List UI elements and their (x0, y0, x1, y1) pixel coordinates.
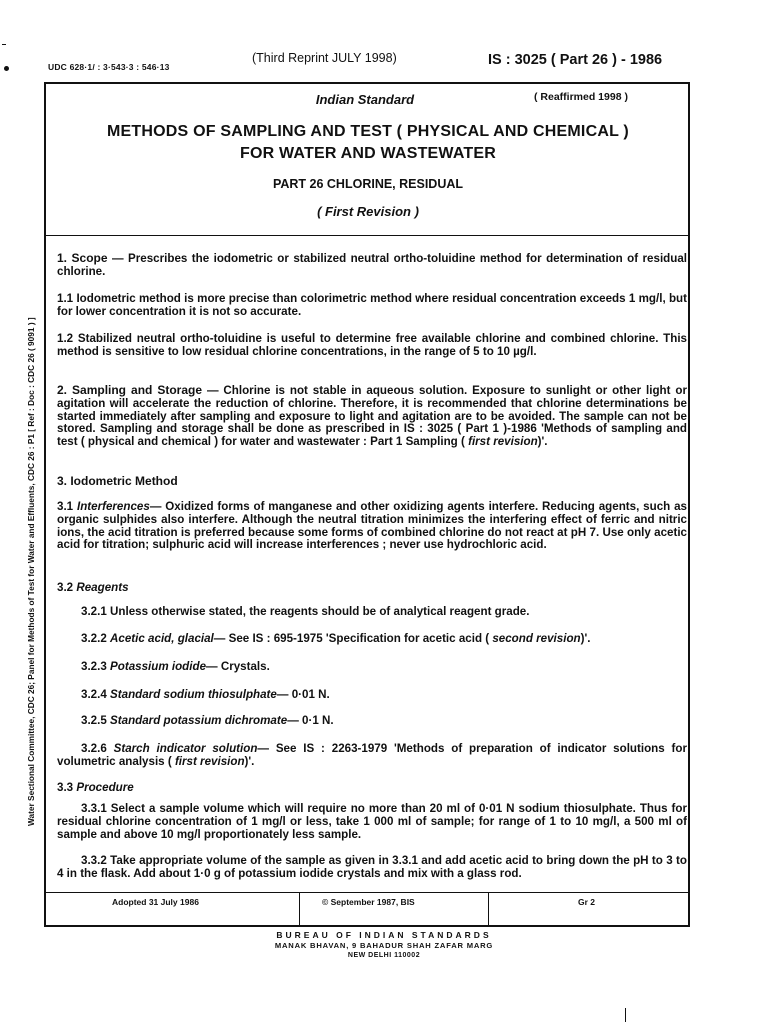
para-3-3-1 (57, 803, 687, 841)
section-number: 3.1 (57, 500, 74, 513)
scan-speck (625, 1008, 626, 1022)
para-3-3 (57, 782, 687, 795)
para-label: Acetic acid, glacial (110, 632, 214, 645)
para-3-2-1 (81, 606, 687, 619)
udc-code: UDC 628·1/ : 3·543·3 : 546·13 (48, 62, 170, 72)
section-number: 1.2 (57, 332, 74, 345)
para-text: — Chlorine is not stable in aqueous solution. Exposure to sunlight or other light or agitation will accelerate the reduction of chlorine. Therefore, it is recommended that chlorine determinations be started immediately after sampling and exposure to light and agitation are to be avoided. The sample can not be stored. Sampling and storage shall be done as prescribed in IS : 3025 ( Part 1 )-1986 'Methods of sampling and test ( physical and chemical ) for water and wastewater : Part 1 Sampling ( (57, 384, 687, 449)
para-3-2-2 (81, 633, 687, 646)
scan-speck (4, 66, 9, 71)
para-italic: first revision (174, 754, 245, 768)
section-number: 3.2.1 (81, 605, 107, 618)
section-number: 1. Scope (57, 251, 108, 265)
para-3-1 (57, 501, 687, 552)
para-label: Procedure (76, 781, 134, 794)
revision-label: ( First Revision ) (317, 204, 419, 219)
para-sampling-storage (57, 384, 687, 449)
section-number: 3.2.2 (81, 632, 107, 645)
section-number: 2. Sampling and Storage (57, 383, 203, 397)
para-text: Stabilized neutral ortho-toluidine is useful to determine free available chlorine and combined chlorine. This method is sensitive to low residual chlorine concentrations, in the range of 5 to 10 µg/l. (57, 332, 687, 358)
title-line-1: METHODS OF SAMPLING AND TEST ( PHYSICAL AND CHEMICAL ) (107, 123, 629, 140)
para-text: )'. (580, 632, 591, 645)
section-number: 3.3 (57, 781, 74, 794)
part-title: PART 26 CHLORINE, RESIDUAL (272, 177, 464, 191)
para-1-1 (57, 293, 687, 319)
reaffirmed-note: ( Reaffirmed 1998 ) (534, 91, 628, 103)
price-group: Gr 2 (578, 897, 596, 907)
para-label: Reagents (76, 581, 129, 594)
para-label: Interferences (76, 500, 150, 513)
section-number: 3.2.4 (81, 688, 107, 701)
header-divider (44, 235, 690, 236)
para-text: )'. (537, 435, 548, 449)
para-3-3-2 (57, 855, 687, 881)
para-text: — Prescribes the iodometric or stabilized neutral ortho-toluidine method for determination of residual chlorine. (57, 252, 687, 278)
section-number: 3.2.3 (81, 660, 107, 673)
para-label: Standard potassium dichromate (110, 714, 288, 727)
para-3-2-6 (57, 743, 687, 769)
section-number: 3.2.6 (81, 742, 107, 755)
side-committee-note: Water Sectional Committee, CDC 26; Panel for Methods of Test for Water and Effluents, CDC 26 : P1 [ Ref : Doc : CDC 26 ( 9091 ) ] (26, 317, 36, 826)
para-text: Unless otherwise stated, the reagents should be of analytical reagent grade. (110, 605, 530, 618)
para-scope (57, 252, 687, 279)
section-number: 3.3.2 (81, 854, 107, 867)
section-number: 1.1 (57, 292, 74, 305)
para-label: Standard sodium thiosulphate (110, 688, 277, 701)
para-text: — 0·1 N. (287, 714, 334, 727)
para-text: — 0·01 N. (276, 688, 330, 701)
para-3-2-4 (81, 689, 687, 702)
para-1-2 (57, 333, 687, 359)
section-number: 3.2.5 (81, 714, 107, 727)
copyright-notice: © September 1987, BIS (322, 897, 415, 907)
document-title (48, 121, 688, 165)
para-text: — Oxidized forms of manganese and other oxidizing agents interfere. Reducing agents, such as organic sulphides also interfere. Although the neutral titration minimizes the interfering effect of ferric and nitric ions, the acid titration is preferred because some forms of combined chlorine do not react at pH 7. Use only acetic acid for titration; sulphuric acid will increase interferences ; never use hydrochloric acid. (57, 500, 687, 552)
standard-number: IS : 3025 ( Part 26 ) - 1986 (488, 52, 663, 68)
para-italic: second revision (492, 632, 581, 645)
para-3-2-5 (81, 715, 687, 728)
reprint-note: (Third Reprint JULY 1998) (252, 51, 397, 65)
publisher-name: BUREAU OF INDIAN STANDARDS (276, 930, 492, 940)
heading-iodometric-method: 3. Iodometric Method (57, 474, 178, 488)
para-label: Starch indicator solution (113, 742, 258, 755)
publisher-address-2: NEW DELHI 110002 (347, 952, 421, 959)
para-text: Take appropriate volume of the sample as given in 3.3.1 and add acetic acid to bring down the pH to 3 to 4 in the flask. Add about 1·0 g of potassium iodide crystals and mix with a glass rod. (57, 854, 687, 880)
footer-separator (299, 892, 300, 925)
para-text: )'. (244, 754, 255, 768)
indian-standard-label: Indian Standard (315, 92, 415, 107)
section-number: 3.2 (57, 581, 74, 594)
footer-divider (44, 892, 690, 893)
title-line-2: FOR WATER AND WASTEWATER (239, 145, 497, 162)
section-number: 3.3.1 (81, 802, 107, 815)
para-text: — See IS : 695-1975 'Specification for acetic acid ( (213, 632, 490, 645)
para-text: — Crystals. (206, 660, 270, 673)
para-text: Select a sample volume which will require no more than 20 ml of 0·01 N sodium thiosulphate. Thus for residual chlorine concentration of 1 mg/l or less, take 1 000 ml of sample; for range of 1 to 10 mg/l, a 500 ml of sample and above 10 mg/l proportionately less sample. (57, 802, 687, 841)
para-italic: first revision (468, 435, 538, 449)
scan-speck (2, 44, 6, 45)
para-text: — See IS : 2263-1979 'Methods of preparation of indicator solutions for volumetric analysis ( (57, 742, 687, 768)
publisher-address-1: MANAK BHAVAN, 9 BAHADUR SHAH ZAFAR MARG (274, 941, 494, 950)
para-label: Potassium iodide (110, 660, 207, 673)
adopted-date: Adopted 31 July 1986 (112, 897, 199, 907)
para-3-2-3 (81, 661, 687, 674)
para-3-2 (57, 582, 687, 595)
footer-separator (488, 892, 489, 925)
para-text: Iodometric method is more precise than colorimetric method where residual concentration exceeds 1 mg/l, but for lower concentration it is not so accurate. (57, 292, 687, 318)
